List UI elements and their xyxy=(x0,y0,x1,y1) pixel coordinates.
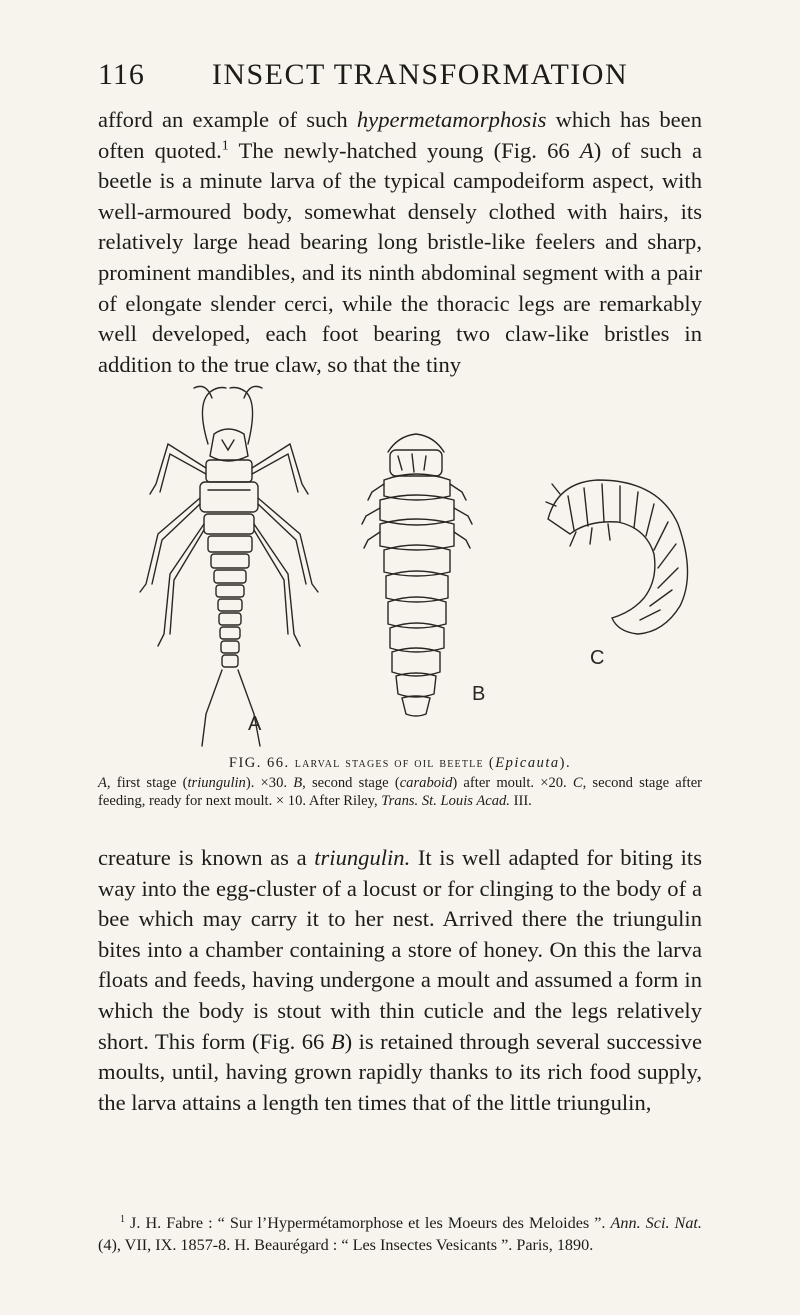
journal-name: Ann. Sci. Nat. xyxy=(610,1214,702,1232)
text-span: It is well adapted for biting its way into the egg-cluster of a locust or for clinging to the body of a bee which may carry it to her nest. Arrived there the triungulin bites into a chamber containing a store of honey. On this the larva floats and feeds, having undergone a moult and assumed a form in which the body is stout with thin cuticle and the legs relatively short. This form (Fig. 66 xyxy=(98,845,702,1054)
larva-illustration xyxy=(98,384,702,749)
caption-letter-b: B xyxy=(293,775,303,791)
text-span: creature is known as a xyxy=(98,845,315,870)
caption-letter-c: C xyxy=(572,775,583,791)
text-span: , second stage ( xyxy=(302,775,400,791)
figure-ref-letter: B xyxy=(330,1028,345,1054)
text-span: (4), VII, IX. 1857-8. H. Beaurégard : “ Les Insectes Vesicants ”. Paris, 1890. xyxy=(98,1236,594,1254)
larva-b-drawing xyxy=(362,434,472,716)
label-b: B xyxy=(472,683,486,705)
label-c: C xyxy=(590,647,605,669)
caption-title-text: larval stages of oil beetle xyxy=(294,755,484,771)
text-span: ). xyxy=(559,755,572,771)
figure-66 xyxy=(98,384,702,749)
body-paragraph-2 xyxy=(98,843,702,1118)
text-span: afford an example of such xyxy=(98,107,357,132)
fig-number: FIG. 66. xyxy=(228,755,295,771)
source-journal: Trans. St. Louis Acad. xyxy=(381,793,510,809)
figure-caption-title xyxy=(98,755,702,772)
italic-term: triungulin. xyxy=(314,845,411,870)
label-a: A xyxy=(248,713,262,735)
body-paragraph-1 xyxy=(98,105,702,380)
footnote-ref: 1 xyxy=(221,138,229,154)
caption-letter-a: A xyxy=(98,775,107,791)
larva-c-drawing xyxy=(546,480,688,634)
italic-term: hypermetamorphosis xyxy=(356,107,547,132)
figure-caption-body xyxy=(98,774,702,810)
text-span: ) is retained through several successive moults, until, having grown rapidly thanks to its rich food supply, the larva attains a length ten times that of the little triungulin, xyxy=(98,1028,702,1115)
text-span: , second stage after feeding, ready for next moult. × 10. After Riley, xyxy=(98,775,703,809)
text-span: ) after moult. ×20. xyxy=(452,775,573,791)
stage-name-a: triungulin xyxy=(187,775,246,791)
footnote xyxy=(98,1212,702,1256)
text-span: ( xyxy=(483,755,496,771)
running-head: INSECT TRANSFORMATION xyxy=(211,58,629,91)
text-span: The newly-hatched young (Fig. 66 xyxy=(228,137,580,163)
stage-name-b: caraboid xyxy=(399,775,453,791)
text-span: , first stage ( xyxy=(106,775,188,791)
larva-a-drawing xyxy=(140,386,318,746)
genus-name: Epicauta xyxy=(495,755,560,771)
text-span: J. H. Fabre : “ Sur l’Hypermétamorphose et les Moeurs des Meloides ”. xyxy=(125,1214,611,1232)
footnote-mark: 1 xyxy=(120,1213,126,1225)
text-span: which has been often quoted. xyxy=(98,107,702,163)
figure-ref-letter: A xyxy=(579,137,594,163)
text-span: ). ×30. xyxy=(245,775,294,791)
page-number: 116 xyxy=(98,58,145,91)
text-span: III. xyxy=(509,793,532,809)
text-span: ) of such a beetle is a minute larva of the typical campodeiform aspect, with well-armoured body, somewhat densely clothed with hairs, its relatively large head bearing long bristle-like feelers and sharp, prominent mandibles, and its ninth abdominal segment with a pair of elongate slender cerci, while the thoracic legs are remarkably well developed, each foot bearing two claw-like bristles in addition to the true claw, so that the tiny xyxy=(98,137,703,377)
page-header xyxy=(98,58,702,98)
